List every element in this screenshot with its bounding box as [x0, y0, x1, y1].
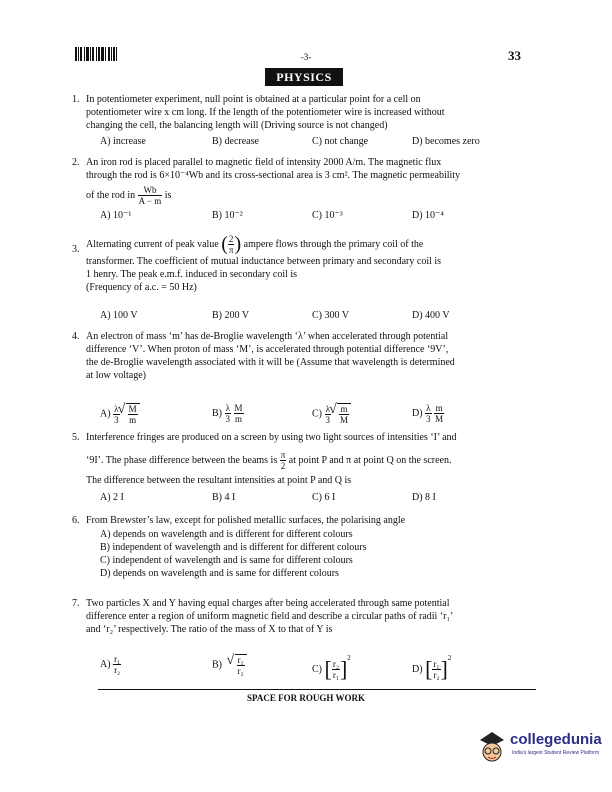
- option-b[interactable]: B) independent of wavelength and is different for different colours: [100, 542, 367, 553]
- option-d[interactable]: D) 400 V: [412, 310, 450, 321]
- unit-fraction: $\frac{Wb}{A - m}$: [138, 185, 162, 206]
- footer-divider: [98, 689, 536, 690]
- question-2: 2. An iron rod is placed parallel to magnetic field of intensity 2000 A/m. The magnetic flux through the rod is 6×10⁻⁴Wb and its cross-sectional area is 3 cm². The magnetic permeability of the rod in $\frac{Wb}{A - m}$ is: [72, 157, 461, 206]
- question-6-options: [100, 528, 530, 580]
- option-b[interactable]: B) 4 I: [212, 492, 236, 503]
- mascot-icon: [476, 728, 508, 768]
- subject-banner: PHYSICS: [265, 68, 343, 86]
- option-a[interactable]: A) depends on wavelength and is different for different colours: [100, 529, 353, 540]
- question-7-options: [100, 648, 530, 680]
- page-marker: -3-: [300, 52, 312, 62]
- option-d[interactable]: D) becomes zero: [412, 136, 480, 147]
- question-4-options: [100, 396, 530, 426]
- option-c[interactable]: C) 300 V: [312, 310, 350, 321]
- option-c[interactable]: C) not change: [312, 136, 369, 147]
- option-a[interactable]: A) 100 V: [100, 310, 138, 321]
- option-d[interactable]: D) 10⁻⁴: [412, 210, 444, 221]
- option-b[interactable]: B) √ $\frac{\text{r₁}}{\text{r₂}}$: [212, 654, 247, 676]
- option-c[interactable]: C) 10⁻³: [312, 210, 343, 221]
- option-c[interactable]: C) independent of wavelength and is same for different colours: [100, 555, 353, 566]
- question-5: 5. Interference fringes are produced on a screen by using two light sources of intensities ‘I’ and ‘9I’. The phase difference between the beams is $\frac{\pi}{2}$ at point P and π at point Q on the screen. The difference between the resultant intensities at point P and Q is: [72, 432, 457, 486]
- option-d[interactable]: D) $\frac{\lambda}{3}$ $\frac{m}{M}$: [412, 403, 444, 424]
- option-b[interactable]: B) decrease: [212, 136, 259, 147]
- option-a[interactable]: A) $\frac{\text{r₁}}{\text{r₂}}$: [100, 654, 121, 675]
- option-a[interactable]: A) increase: [100, 136, 146, 147]
- option-c[interactable]: C) 6 I: [312, 492, 336, 503]
- option-d[interactable]: D) 8 I: [412, 492, 436, 503]
- option-b[interactable]: B) 10⁻²: [212, 210, 243, 221]
- question-3: 3. Alternating current of peak value ( $\frac{2}{\pi}$ ) ampere flows through the primary coil of the transformer. The coefficient of mutual inductance between primary and secondary coil is 1 henry. The peak e.m.f. induced in secondary coil is (Frequency of a.c. = 50 Hz): [72, 233, 442, 293]
- option-d[interactable]: D) [ $\frac{\text{r₁}}{\text{r₂}}$ ]$^2$: [412, 654, 452, 682]
- option-a[interactable]: A) $\frac{\lambda}{3}$ √ $\frac{M}{m}$: [100, 403, 140, 425]
- option-c[interactable]: C) $\frac{\lambda}{3}$ √ $\frac{m}{M}$: [312, 403, 351, 425]
- logo-tagline: India's largest Student Review Platform: [512, 750, 600, 756]
- question-4: 4. An electron of mass ‘m’ has de-Broglie wavelength ‘λ’ when accelerated through potential difference ‘V’. When proton of mass ‘M’, is accelerated through potential difference ‘9V’, the de-Broglie wavelength associated with it will be (Assume that wavelength is determined at low voltage): [72, 331, 455, 381]
- question-1: 1. In potentiometer experiment, null point is obtained at a particular point for a cell on potentiometer wire x cm long. If the length of the potentiometer wire is increased without changing the cell, the balancing length will (Driving source is not changed): [72, 94, 445, 131]
- paper-code: 33: [508, 48, 521, 63]
- question-7: 7. Two particles X and Y having equal charges after being accelerated through same potential difference enter a region of uniform magnetic field and describe a circular paths of radii ‘r₁’ and ‘r₂’ respectively. The ratio of the mass of X to that of Y is: [72, 598, 454, 635]
- option-d[interactable]: D) depends on wavelength and is same for different colours: [100, 568, 339, 579]
- option-c[interactable]: C) [ $\frac{\text{r₂}}{\text{r₁}}$ ]$^2$: [312, 654, 351, 682]
- option-a[interactable]: A) 10⁻¹: [100, 210, 132, 221]
- rough-work-label: SPACE FOR ROUGH WORK: [247, 693, 365, 703]
- question-6: 6. From Brewster’s law, except for polished metallic surfaces, the polarising angle: [72, 515, 406, 526]
- logo-text: collegedunia: [510, 731, 602, 748]
- option-a[interactable]: A) 2 I: [100, 492, 124, 503]
- option-b[interactable]: B) 200 V: [212, 310, 250, 321]
- option-b[interactable]: B) $\frac{\lambda}{3}$ $\frac{M}{m}$: [212, 403, 243, 424]
